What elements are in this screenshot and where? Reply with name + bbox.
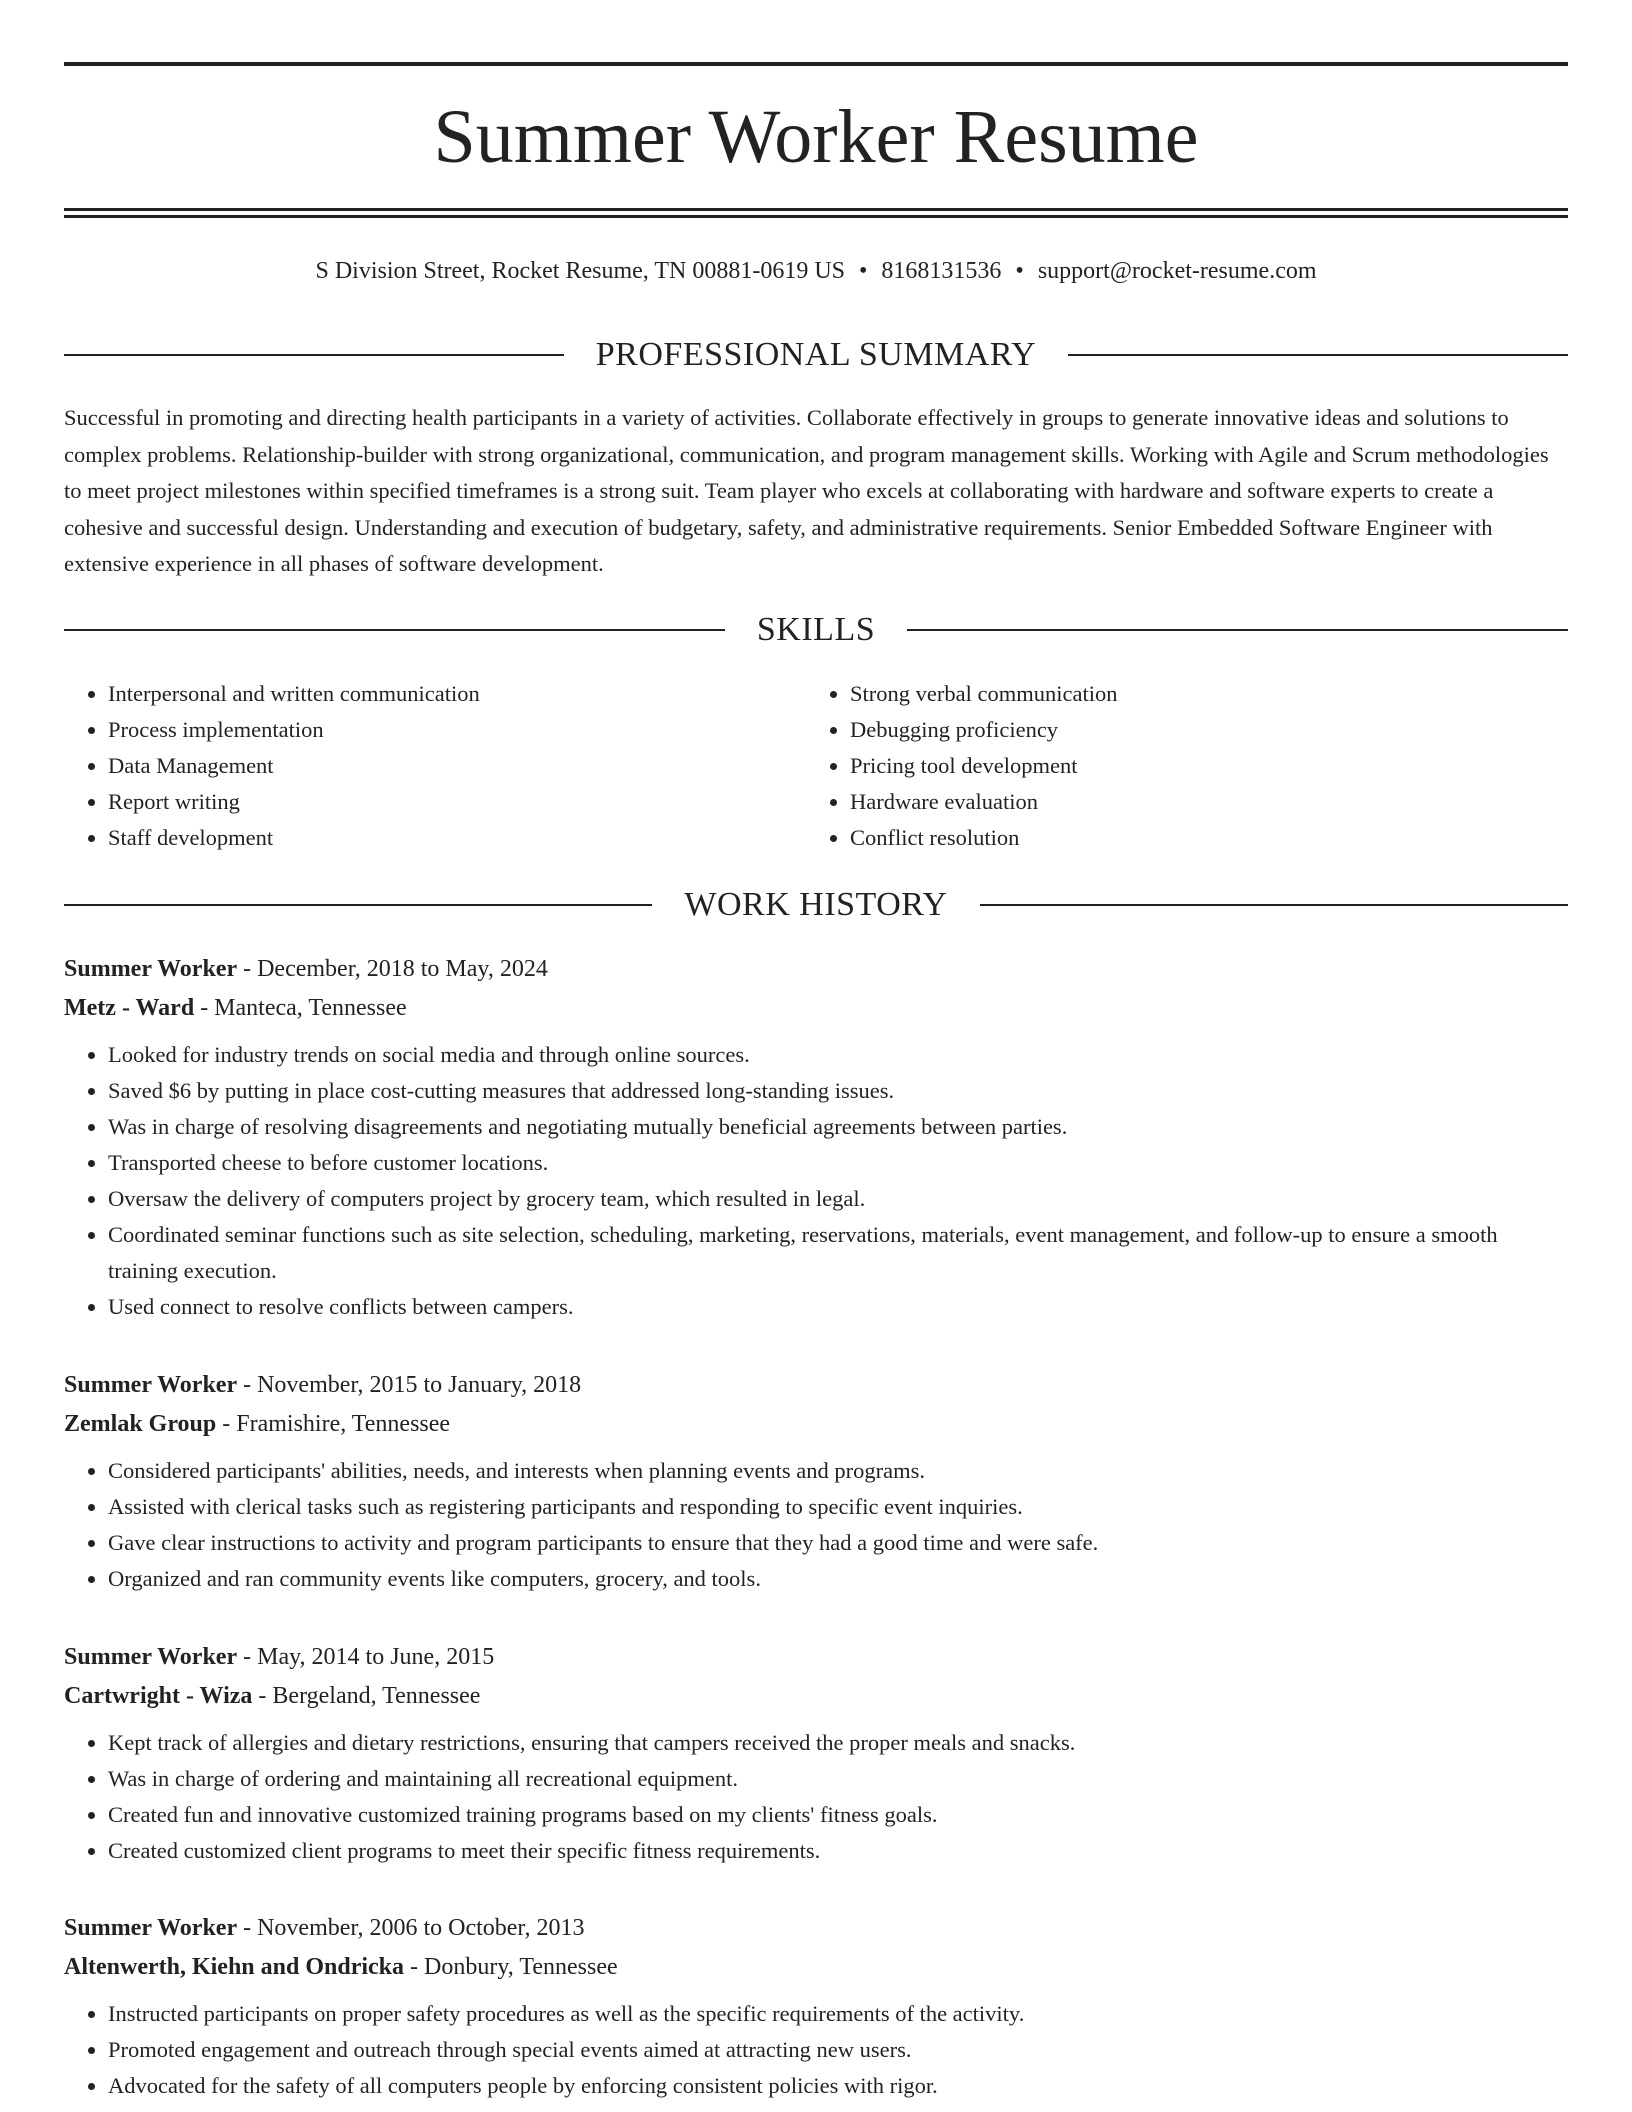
job-bullet: • Was in charge of ordering and maintaining all recreational equipment. [108,1761,1568,1797]
job-bullet: • Advocated for the safety of all computers people by enforcing consistent policies with rigor. [108,2068,1568,2104]
job-bullet: • Used connect to resolve conflicts between campers. [108,1289,1568,1325]
job-bullet: • Oversaw the delivery of computers project by grocery team, which resulted in legal. [108,1181,1568,1217]
heading-rule-right [980,904,1568,906]
heading-rule-left [64,904,652,906]
skill-item: • Debugging proficiency [850,712,1548,748]
skill-item: • Process implementation [108,712,806,748]
job-bullet: • Created customized client programs to meet their specific fitness requirements. [108,1833,1568,1869]
job-title: Summer Worker [64,956,238,982]
skill-item: • Hardware evaluation [850,784,1548,820]
skills-heading-row [64,610,1568,650]
job-bullet: • Coordinated seminar functions such as site selection, scheduling, marketing, reservations, materials, event management, and follow-up to ensure a smooth training execution. [108,1217,1568,1289]
job-title-line [64,1642,1568,1672]
job-bullets [64,1453,1568,1597]
job-dates: - November, 2015 to January, 2018 [237,1372,582,1398]
job-dates: - May, 2014 to June, 2015 [237,1644,495,1670]
job-title-line [64,1370,1568,1400]
job-title-line [64,1913,1568,1943]
summary-heading: PROFESSIONAL SUMMARY [595,336,1037,373]
job-bullets [64,1996,1568,2104]
work-heading-row [64,885,1568,925]
summary-heading-row [64,335,1568,375]
job-bullet: • Created fun and innovative customized training programs based on my clients' fitness goals. [108,1797,1568,1833]
job-dates: - December, 2018 to May, 2024 [237,956,548,982]
job-location: - Manteca, Tennessee [194,995,407,1021]
contact-phone: 8168131536 [881,258,1002,284]
job-entry [64,1913,1568,2104]
contact-line [64,256,1568,286]
title-double-rule [64,208,1568,218]
job-company: Metz - Ward [64,995,195,1021]
skill-item: • Strong verbal communication [850,676,1548,712]
job-title: Summer Worker [64,1915,238,1941]
contact-address: S Division Street, Rocket Resume, TN 00881-0619 US [315,258,846,284]
skill-item: • Data Management [108,748,806,784]
job-entry [64,1642,1568,1869]
job-entry [64,1370,1568,1597]
skill-item: • Report writing [108,784,806,820]
job-bullet: • Saved $6 by putting in place cost-cutting measures that addressed long-standing issues. [108,1073,1568,1109]
contact-separator: • [859,258,868,284]
skill-item: • Staff development [108,820,806,856]
job-bullet: • Organized and ran community events like computers, grocery, and tools. [108,1561,1568,1597]
job-company-line [64,993,1568,1023]
job-company: Altenwerth, Kiehn and Ondricka [64,1954,405,1980]
job-title: Summer Worker [64,1644,238,1670]
skills-list [64,676,1568,856]
job-company-line [64,1681,1568,1711]
job-bullet: • Promoted engagement and outreach through special events aimed at attracting new users. [108,2032,1568,2068]
skills-heading: SKILLS [756,611,876,648]
job-bullet: • Instructed participants on proper safety procedures as well as the specific requirements of the activity. [108,1996,1568,2032]
contact-separator: • [1015,258,1024,284]
job-bullet: • Kept track of allergies and dietary restrictions, ensuring that campers received the proper meals and snacks. [108,1725,1568,1761]
job-bullet: • Assisted with clerical tasks such as registering participants and responding to specific event inquiries. [108,1489,1568,1525]
job-bullet: • Transported cheese to before customer locations. [108,1145,1568,1181]
contact-email: support@rocket-resume.com [1037,258,1317,284]
job-bullet: • Looked for industry trends on social media and through online sources. [108,1037,1568,1073]
job-company-line [64,1409,1568,1439]
job-company-line [64,1952,1568,1982]
job-company: Cartwright - Wiza [64,1683,253,1709]
job-bullet: • Considered participants' abilities, needs, and interests when planning events and programs. [108,1453,1568,1489]
top-rule [64,62,1568,66]
job-bullet: • Was in charge of resolving disagreements and negotiating mutually beneficial agreements between parties. [108,1109,1568,1145]
heading-rule-right [1068,354,1568,356]
job-title: Summer Worker [64,1372,238,1398]
job-bullets [64,1037,1568,1325]
job-title-line [64,954,1568,984]
heading-rule-left [64,629,725,631]
heading-rule-right [907,629,1568,631]
job-entry [64,954,1568,1325]
job-dates: - November, 2006 to October, 2013 [237,1915,585,1941]
job-bullets [64,1725,1568,1869]
work-heading: WORK HISTORY [684,886,948,923]
resume-title: Summer Worker Resume [433,95,1199,179]
job-location: - Donbury, Tennessee [404,1954,618,1980]
skill-item: • Conflict resolution [850,820,1548,856]
job-location: - Bergeland, Tennessee [252,1683,481,1709]
job-bullet: • Gave clear instructions to activity and program participants to ensure that they had a good time and were safe. [108,1525,1568,1561]
skills-column-right [806,676,1548,856]
job-company: Zemlak Group [64,1411,217,1437]
skill-item: • Interpersonal and written communication [108,676,806,712]
job-location: - Framishire, Tennessee [216,1411,451,1437]
skills-column-left [64,676,806,856]
heading-rule-left [64,354,564,356]
summary-text: Successful in promoting and directing health participants in a variety of activities. Collaborate effectively in groups to generate innovative ideas and solutions to complex problems. Relationship-builder with strong organizational, communication, and program management skills. Working with Agile and Scrum methodologies to meet project milestones within specified timeframes is a strong suit. Team player who excels at collaborating with hardware and software experts to create a cohesive and successful design. Understanding and execution of budgetary, safety, and administrative requirements. Senior Embedded Software Engineer with extensive experience in all phases of software development. [64,405,1549,576]
skill-item: • Pricing tool development [850,748,1548,784]
